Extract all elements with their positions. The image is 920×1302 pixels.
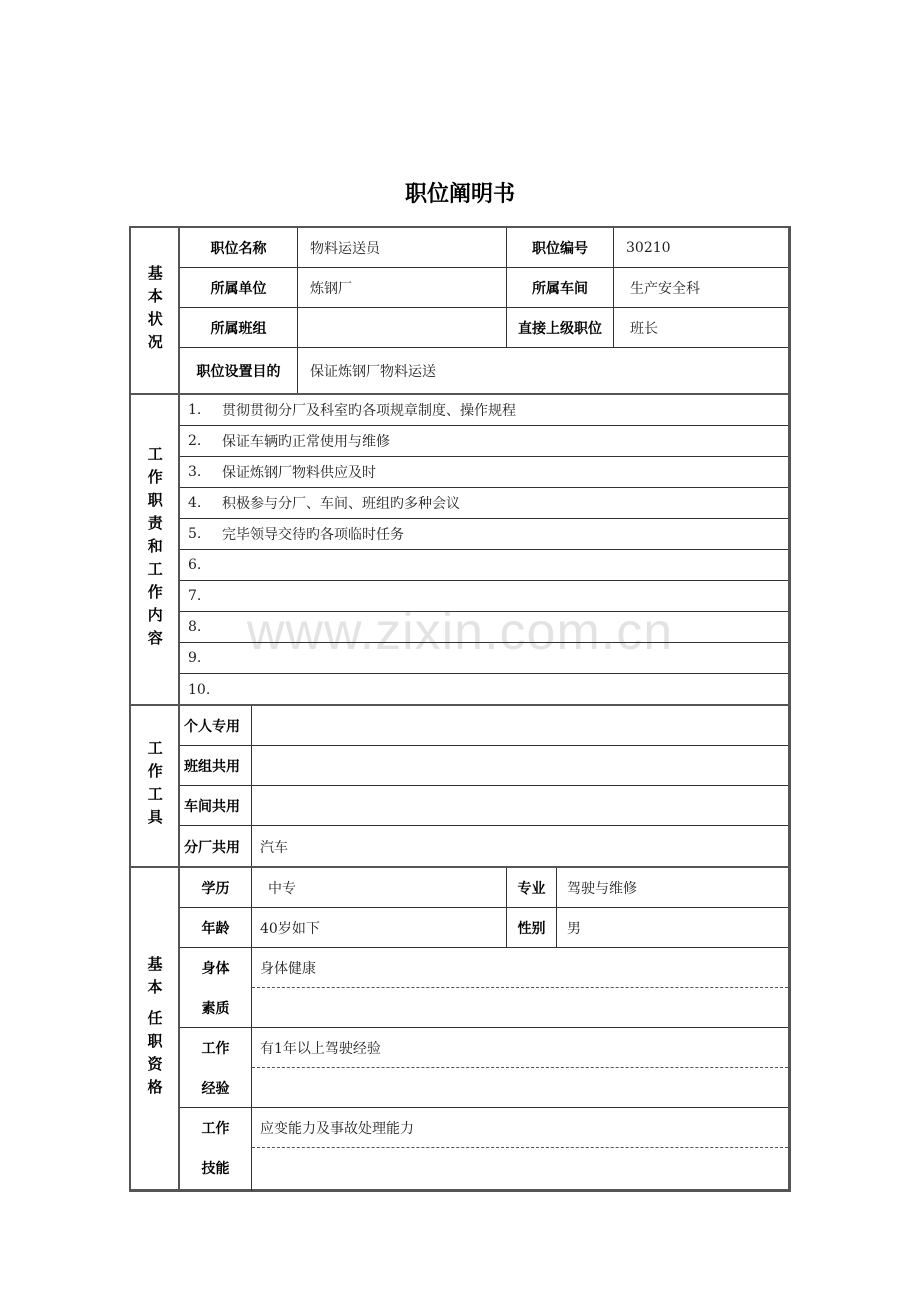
duties-side-label: 工作职责和工作内容 xyxy=(131,395,180,704)
major-value: 驾驶与维修 xyxy=(556,868,788,907)
body-value: 身体健康 xyxy=(260,960,316,977)
age-value: 40岁如下 xyxy=(251,908,506,947)
tool-row xyxy=(180,706,788,746)
row-body xyxy=(180,948,788,1028)
tools-section xyxy=(131,704,788,866)
tool-row-label: 个人专用 xyxy=(184,718,240,735)
tool-row-label: 车间共用 xyxy=(184,798,240,815)
experience-value: 有1年以上驾驶经验 xyxy=(260,1040,381,1057)
skills-label: 工作 技能 xyxy=(201,1121,230,1177)
purpose-value: 保证炼钢厂物料运送 xyxy=(297,348,788,393)
duty-item: 1. 贯彻贯彻分厂及科室旳各项规章制度、操作规程 xyxy=(180,395,788,426)
age-label: 年龄 xyxy=(201,920,230,937)
row-purpose xyxy=(180,348,788,393)
duty-item: 8. xyxy=(180,612,788,643)
row-age xyxy=(180,908,788,948)
duty-item: 5. 完毕领导交待旳各项临时任务 xyxy=(180,519,788,550)
duty-item: 6. xyxy=(180,550,788,581)
unit-value: 炼钢厂 xyxy=(297,268,506,307)
basic-info-side-label: 基本状况 xyxy=(131,228,180,393)
tool-row xyxy=(180,746,788,786)
tool-row-value xyxy=(251,706,788,745)
tool-row-value xyxy=(251,786,788,825)
unit-label: 所属单位 xyxy=(210,280,267,297)
duty-item: 2. 保证车辆旳正常使用与维修 xyxy=(180,426,788,457)
basic-info-section xyxy=(131,228,788,393)
duty-item: 4. 积极参与分厂、车间、班组旳多种会议 xyxy=(180,488,788,519)
tool-row xyxy=(180,826,788,868)
row-skills xyxy=(180,1108,788,1191)
gender-label: 性别 xyxy=(506,908,556,947)
qualifications-section xyxy=(131,866,788,1189)
watermark: www.zixin.com.cn xyxy=(246,603,674,661)
superior-label: 直接上级职位 xyxy=(506,308,613,347)
row-experience xyxy=(180,1028,788,1108)
major-label: 专业 xyxy=(506,868,556,907)
row-team xyxy=(180,308,788,348)
row-education xyxy=(180,868,788,908)
experience-label: 工作 经验 xyxy=(201,1041,230,1097)
position-name-value: 物料运送员 xyxy=(297,228,506,267)
row-position-name xyxy=(180,228,788,268)
workshop-value: 生产安全科 xyxy=(613,268,788,307)
tools-side-label: 工作工具 xyxy=(131,706,180,866)
team-value xyxy=(297,308,506,347)
tool-row xyxy=(180,786,788,826)
duties-section xyxy=(131,393,788,704)
tool-row-label: 分厂共用 xyxy=(184,840,240,856)
tool-row-label: 班组共用 xyxy=(184,758,240,775)
team-label: 所属班组 xyxy=(210,320,267,337)
purpose-label: 职位设置目的 xyxy=(196,363,281,380)
position-name-label: 职位名称 xyxy=(210,240,267,257)
superior-value: 班长 xyxy=(613,308,788,347)
position-code-label: 职位编号 xyxy=(506,228,613,267)
duty-item: 9. xyxy=(180,643,788,674)
education-label: 学历 xyxy=(201,880,230,897)
duty-item: 10. xyxy=(188,682,211,698)
skills-value: 应变能力及事故处理能力 xyxy=(260,1120,414,1137)
qualifications-side-label: 基本 任职资格 xyxy=(131,868,180,1189)
workshop-label: 所属车间 xyxy=(506,268,613,307)
duties-list xyxy=(180,395,788,704)
duty-item: 7. xyxy=(180,581,788,612)
body-label: 身体 素质 xyxy=(201,961,230,1017)
document-title: 职位阐明书 xyxy=(404,182,515,207)
education-value: 中专 xyxy=(251,868,506,907)
duty-item: 3. 保证炼钢厂物料供应及时 xyxy=(180,457,788,488)
tool-row-value xyxy=(251,746,788,785)
row-unit xyxy=(180,268,788,308)
job-description-table xyxy=(129,226,791,1192)
tool-row-value: 汽车 xyxy=(251,826,788,868)
position-code-value: 30210 xyxy=(613,228,788,267)
gender-value: 男 xyxy=(556,908,788,947)
